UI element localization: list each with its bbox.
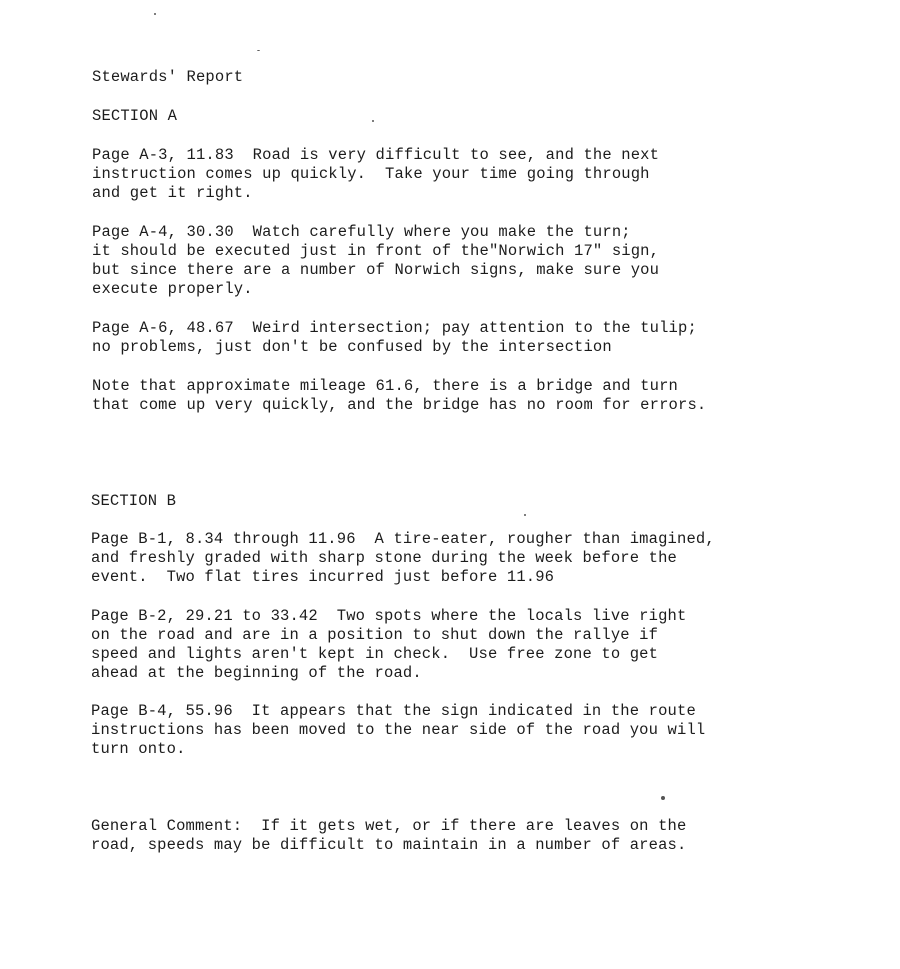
entry-line: Page B-2, 29.21 to 33.42 Two spots where the locals live right bbox=[91, 607, 687, 625]
entry-line: execute properly. bbox=[92, 280, 253, 298]
entry-line: event. Two flat tires incurred just before 11.96 bbox=[91, 568, 555, 586]
entry-line: Page B-4, 55.96 It appears that the sign indicated in the route bbox=[91, 702, 696, 720]
entry-line: on the road and are in a position to shut down the rallye if bbox=[91, 626, 659, 644]
scan-speck bbox=[661, 796, 665, 800]
entry-line: but since there are a number of Norwich signs, make sure you bbox=[92, 261, 660, 279]
report-title: Stewards' Report bbox=[92, 68, 244, 86]
section-b-heading: SECTION B bbox=[91, 492, 177, 510]
entry-line: Note that approximate mileage 61.6, there is a bridge and turn bbox=[92, 377, 678, 395]
entry-line: speed and lights aren't kept in check. Use free zone to get bbox=[91, 645, 659, 663]
entry-line: turn onto. bbox=[91, 740, 186, 758]
entry-line: Page A-3, 11.83 Road is very difficult to see, and the next bbox=[92, 146, 660, 164]
entry-line: General Comment: If it gets wet, or if there are leaves on the bbox=[91, 817, 687, 835]
scan-speck bbox=[524, 514, 526, 516]
entry-line: and get it right. bbox=[92, 184, 253, 202]
scan-speck bbox=[372, 120, 374, 122]
entry-line: Page B-1, 8.34 through 11.96 A tire-eater, rougher than imagined, bbox=[91, 530, 715, 548]
entry-line: instructions has been moved to the near side of the road you will bbox=[91, 721, 706, 739]
entry-line: and freshly graded with sharp stone during the week before the bbox=[91, 549, 677, 567]
entry-line: Page A-6, 48.67 Weird intersection; pay attention to the tulip; bbox=[92, 319, 697, 337]
section-a-heading: SECTION A bbox=[92, 107, 178, 125]
entry-line: road, speeds may be difficult to maintain in a number of areas. bbox=[91, 836, 687, 854]
entry-line: no problems, just don't be confused by the intersection bbox=[92, 338, 612, 356]
entry-line: that come up very quickly, and the bridge has no room for errors. bbox=[92, 396, 707, 414]
entry-line: ahead at the beginning of the road. bbox=[91, 664, 422, 682]
entry-line: it should be executed just in front of the"Norwich 17" sign, bbox=[92, 242, 660, 260]
entry-line: Page A-4, 30.30 Watch carefully where you make the turn; bbox=[92, 223, 631, 241]
scan-speck bbox=[257, 50, 260, 51]
scan-speck bbox=[154, 13, 156, 15]
entry-line: instruction comes up quickly. Take your time going through bbox=[92, 165, 650, 183]
